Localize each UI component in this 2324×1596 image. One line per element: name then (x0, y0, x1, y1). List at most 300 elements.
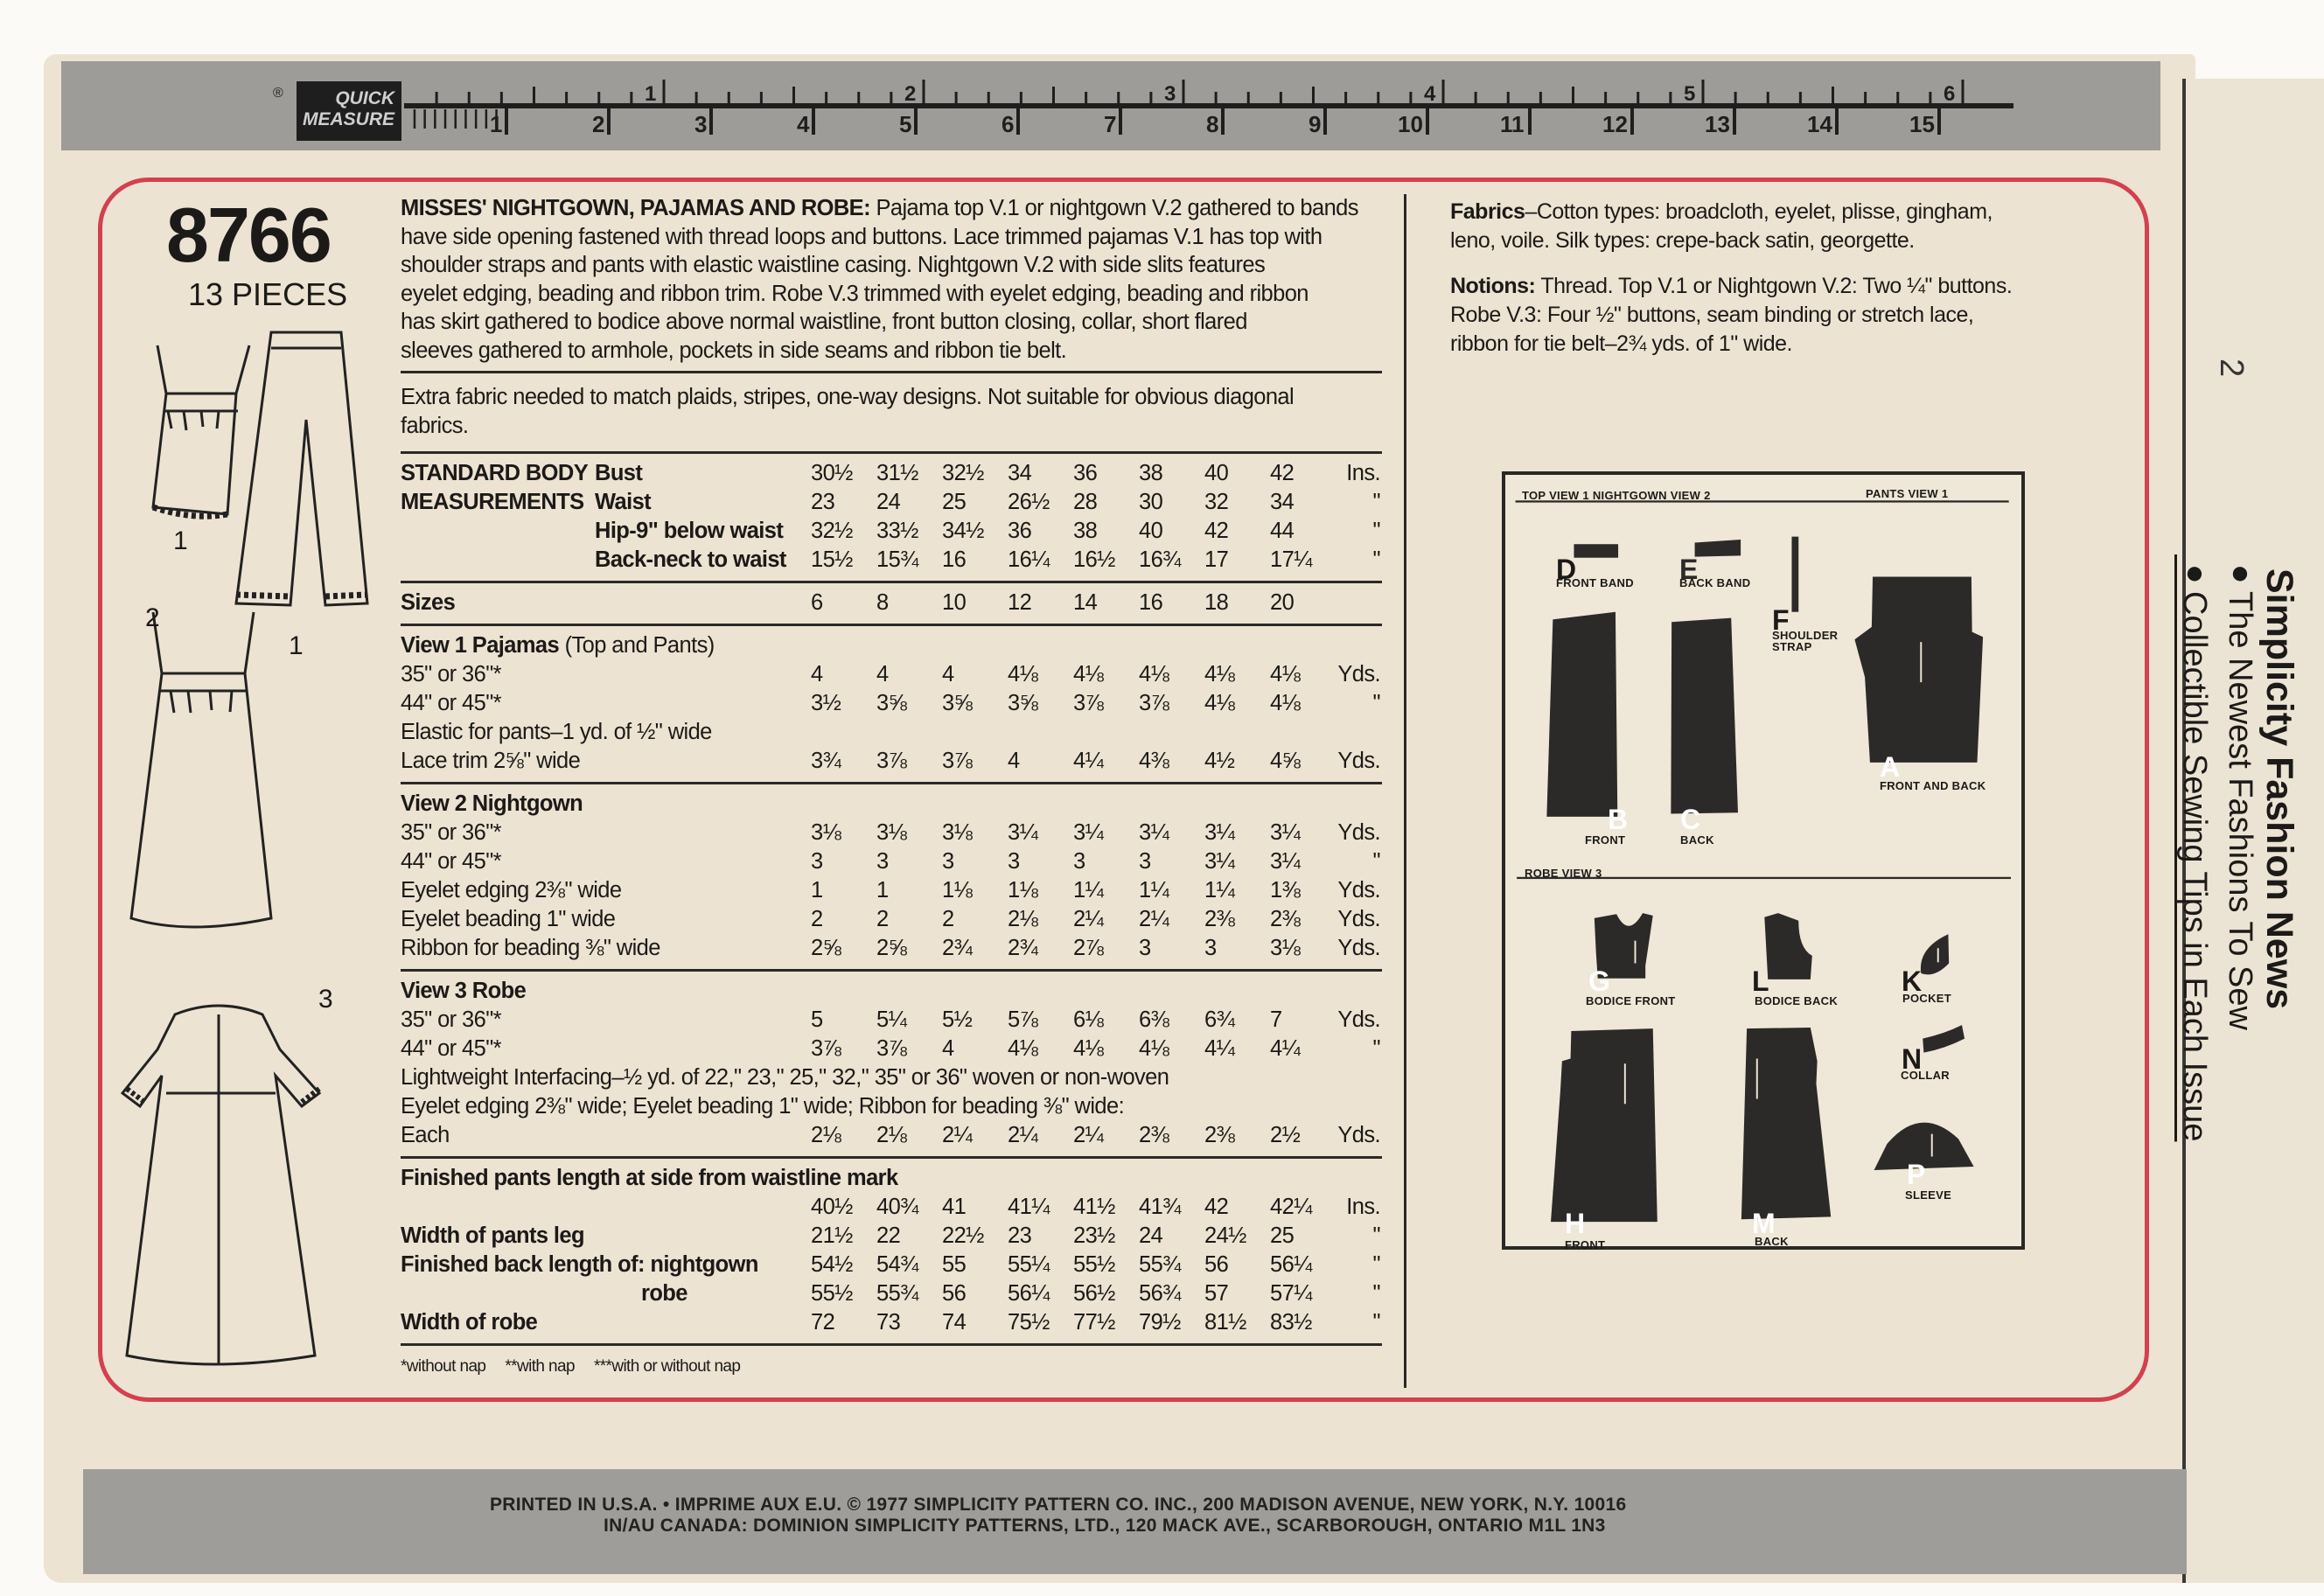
value-cell: 42 (1204, 519, 1229, 543)
value-cell: 2⅜ (1204, 1123, 1235, 1147)
value-cell: 56 (942, 1281, 967, 1306)
logo-text: QUICK (335, 88, 394, 108)
value-cell: 4½ (1204, 749, 1235, 773)
inch-tick (1344, 92, 1347, 106)
value-cell: 17¼ (1270, 547, 1312, 572)
value-cell: 24½ (1204, 1223, 1246, 1248)
value-cell: 16 (1139, 590, 1163, 615)
unit: Yds. (1337, 662, 1380, 686)
inch-tick (1799, 92, 1802, 106)
inch-tick (1604, 92, 1607, 106)
view-label: 1 (289, 631, 304, 660)
inch-tick (1539, 92, 1542, 106)
value-cell: 1⅛ (1008, 878, 1038, 903)
value-cell: 40½ (811, 1195, 853, 1219)
unit: Yds. (1337, 936, 1380, 960)
value-cell: 55½ (1073, 1252, 1115, 1277)
section-title-text: View 3 Robe (401, 979, 527, 1003)
piece-letter: M (1752, 1208, 1776, 1239)
value-cell: 41 (942, 1195, 967, 1219)
value-cell: 2¾ (942, 936, 973, 960)
value-cell: 6⅛ (1073, 1007, 1104, 1032)
fashion-news-bullet: ●Collectible Sewing Tips in Each Issue (2176, 554, 2213, 1142)
row-label: Back-neck to waist (595, 547, 786, 572)
table-row (401, 876, 1382, 905)
value-cell: 4¼ (1204, 1036, 1235, 1061)
inch-tick (1052, 87, 1055, 106)
value-cell: 55¼ (1008, 1252, 1050, 1277)
cm-label: 2 (592, 111, 605, 137)
inch-tick (1864, 92, 1867, 106)
mm-tick (444, 109, 447, 129)
unit: " (1372, 519, 1380, 543)
unit: " (1372, 1281, 1380, 1306)
value-cell: 56½ (1073, 1281, 1115, 1306)
value-cell: 40 (1139, 519, 1163, 543)
measurement-heading: STANDARD BODY (401, 461, 589, 485)
piece-c-shape (1671, 618, 1738, 814)
value-cell: 16¾ (1139, 547, 1181, 572)
page-number: 2 (2213, 359, 2250, 378)
inch-label: 5 (1684, 82, 1696, 106)
value-cell: 20 (1270, 590, 1295, 615)
mm-tick (434, 109, 436, 129)
row-label: Lightweight Interfacing–½ yd. of 22," 23," 25," 32," 35" or 36" woven or non-woven (401, 1065, 1169, 1090)
table-row (401, 847, 1382, 876)
piece-name: FRONT AND BACK (1880, 779, 1986, 792)
inch-tick (857, 92, 860, 106)
cm-label: 13 (1705, 111, 1730, 137)
unit: " (1372, 1036, 1380, 1061)
inch-tick (695, 92, 698, 106)
value-cell: 4⅛ (1073, 1036, 1104, 1061)
notions-line: ribbon for tie belt–2¾ yds. of 1" wide. (1450, 331, 1792, 356)
table-row (401, 819, 1382, 847)
piece-name: BODICE FRONT (1586, 994, 1676, 1007)
value-cell: 4⅛ (1008, 662, 1038, 686)
inch-tick (760, 92, 763, 106)
piece-letter: G (1588, 965, 1610, 997)
value-cell: 2¼ (942, 1123, 973, 1147)
value-cell: 24 (876, 490, 901, 514)
piece-a-shape (1854, 577, 1983, 763)
cm-tick (1016, 108, 1020, 135)
side-flap (2176, 79, 2324, 1583)
row-label: Eyelet edging 2⅜" wide (401, 878, 622, 903)
value-cell: 41¼ (1008, 1195, 1050, 1219)
value-cell: 1⅛ (942, 878, 973, 903)
value-cell: 73 (876, 1310, 901, 1335)
value-cell: 4 (942, 662, 954, 686)
cm-label: 5 (899, 111, 912, 137)
value-cell: 3⅛ (811, 820, 841, 845)
fabrics-line: –Cotton types: broadcloth, eyelet, plisse, gingham, (1525, 199, 1992, 224)
value-cell: 2¼ (1073, 907, 1104, 931)
value-cell: 3¼ (1008, 820, 1038, 845)
table-row (401, 1006, 1382, 1035)
value-cell: 28 (1073, 490, 1098, 514)
measurement-row (401, 459, 1382, 488)
value-cell: 2⅜ (1139, 1123, 1169, 1147)
value-cell: 4⅛ (1270, 662, 1301, 686)
inch-tick (1637, 92, 1639, 106)
value-cell: 42 (1270, 461, 1295, 485)
value-cell: 2⅛ (811, 1123, 841, 1147)
row-label: 44" or 45"* (401, 691, 501, 715)
sizes-row (401, 589, 1382, 617)
divider (401, 445, 1382, 459)
value-cell: 15¾ (876, 547, 918, 572)
piece-letter: K (1902, 965, 1923, 997)
inch-tick (1572, 87, 1574, 106)
value-cell: 2 (942, 907, 954, 931)
value-cell: 2⅝ (876, 936, 907, 960)
piece-name: SHOULDER STRAP (1772, 629, 1839, 653)
value-cell: 6⅜ (1139, 1007, 1169, 1032)
divider (401, 963, 1382, 977)
piece-letter: F (1772, 604, 1790, 636)
inch-tick (565, 92, 568, 106)
row-label: Waist (595, 490, 652, 514)
inch-tick (1475, 92, 1477, 106)
fashion-news-block (2176, 481, 2308, 1181)
piece-letter: C (1680, 804, 1701, 835)
piece-name: FRONT (1585, 833, 1626, 847)
description-line: Pajama top V.1 or nightgown V.2 gathered to bands (870, 196, 1358, 220)
inch-tick (436, 92, 438, 106)
value-cell: 15½ (811, 547, 853, 572)
inch-tick (792, 87, 795, 106)
value-cell: 34½ (942, 519, 984, 543)
value-cell: 32½ (811, 519, 853, 543)
measurement-heading: MEASUREMENTS (401, 490, 584, 514)
piece-b-shape (1546, 612, 1617, 817)
row-label: Width of robe (401, 1310, 538, 1335)
inch-tick (1377, 92, 1379, 106)
section-title (401, 631, 1382, 660)
cm-tick (914, 108, 918, 135)
piece-l-shape (1764, 913, 1811, 979)
table-row (401, 1308, 1382, 1337)
value-cell: 4⅛ (1270, 691, 1301, 715)
row-label: 44" or 45"* (401, 1036, 501, 1061)
pattern-description (401, 194, 1385, 366)
piece-name: COLLAR (1901, 1069, 1950, 1082)
piece-n-shape (1923, 1025, 1965, 1053)
value-cell: 56¼ (1270, 1252, 1312, 1277)
table-row (401, 660, 1382, 689)
value-cell: 4 (942, 1036, 954, 1061)
note-line: fabrics. (401, 413, 469, 438)
value-cell: 3¼ (1270, 820, 1301, 845)
row-label: Each (401, 1123, 450, 1147)
inch-tick (1020, 92, 1022, 106)
cm-tick (1937, 108, 1941, 135)
row-label: Hip-9" below waist (595, 519, 784, 543)
value-cell: 2¼ (1139, 907, 1169, 931)
value-cell: 3⅞ (1073, 691, 1104, 715)
mm-tick (423, 109, 426, 129)
inch-tick (597, 92, 600, 106)
value-cell: 4 (811, 662, 823, 686)
value-cell: 2⅛ (1008, 907, 1038, 931)
piece-name: FRONT BAND (1556, 576, 1634, 589)
footnote: *without nap (401, 1357, 486, 1376)
inch-label: 2 (904, 82, 917, 106)
description-line: shoulder straps and pants with elastic waistline casing. Nightgown V.2 with side slits features (401, 253, 1266, 278)
row-label: Sizes (401, 590, 456, 615)
notions-lead: Notions: (1450, 274, 1536, 298)
cm-label: 9 (1309, 111, 1322, 137)
piece-letter: H (1565, 1208, 1586, 1239)
cm-label: 4 (797, 111, 810, 137)
value-cell: 4⅛ (1008, 1036, 1038, 1061)
divider (401, 371, 1382, 373)
piece-letter: P (1907, 1159, 1926, 1190)
value-cell: 3 (1139, 936, 1151, 960)
value-cell: 36 (1073, 461, 1098, 485)
unit: Ins. (1346, 461, 1380, 485)
unit: " (1372, 1223, 1380, 1248)
value-cell: 2⅜ (1204, 907, 1235, 931)
section-title-text: View 1 Pajamas (401, 633, 560, 658)
inch-tick (1215, 92, 1218, 106)
row-label: Eyelet edging 2⅜" wide; Eyelet beading 1" wide; Ribbon for beading ⅜" wide: (401, 1094, 1125, 1119)
value-cell: 16¼ (1008, 547, 1050, 572)
mm-tick (485, 109, 488, 129)
unit: " (1372, 490, 1380, 514)
cm-label: 10 (1398, 111, 1423, 137)
value-cell: 12 (1008, 590, 1032, 615)
cm-label: 12 (1602, 111, 1628, 137)
piece-name: BACK BAND (1679, 576, 1751, 589)
value-cell: 2⅜ (1270, 907, 1301, 931)
section-title (401, 977, 1382, 1006)
piece-name: BACK (1680, 833, 1714, 847)
inch-label: 6 (1944, 82, 1956, 106)
value-cell: 3⅞ (811, 1036, 841, 1061)
description-lead: MISSES' NIGHTGOWN, PAJAMAS AND ROBE: (401, 196, 870, 220)
value-cell: 26½ (1008, 490, 1050, 514)
value-cell: 30 (1139, 490, 1163, 514)
cm-tick (1119, 108, 1122, 135)
footer-line: IN/AU CANADA: DOMINION SIMPLICITY PATTERNS, LTD., 120 MACK AVE., SCARBOROUGH, ONTARIO M1L 1N3 (604, 1516, 1606, 1536)
cm-tick (1630, 108, 1634, 135)
value-cell: 55¾ (876, 1281, 918, 1306)
pajama-pants-illustration (236, 332, 367, 605)
value-cell: 40¾ (876, 1195, 918, 1219)
value-cell: 2 (811, 907, 823, 931)
row-label: Eyelet beading 1" wide (401, 907, 616, 931)
table-row (401, 1121, 1382, 1150)
extra-fabric-note (401, 383, 1385, 440)
mm-tick (475, 109, 478, 129)
value-cell: 4 (876, 662, 889, 686)
value-cell: 81½ (1204, 1310, 1246, 1335)
value-cell: 3¼ (1270, 849, 1301, 874)
description-line: sleeves gathered to armhole, pockets in side seams and ribbon tie belt. (401, 338, 1067, 363)
value-cell: 2⅝ (811, 936, 841, 960)
value-cell: 4⅜ (1139, 749, 1169, 773)
value-cell: 31½ (876, 461, 918, 485)
cm-tick (607, 108, 611, 135)
garment-illustrations (105, 324, 394, 1408)
value-cell: 3⅝ (1008, 691, 1038, 715)
inch-tick (1247, 92, 1250, 106)
value-cell: 6 (811, 590, 823, 615)
value-cell: 4¼ (1073, 749, 1104, 773)
fabrics-block (1450, 198, 2141, 255)
note-line: Extra fabric needed to match plaids, stripes, one-way designs. Not suitable for obvious diagonal (401, 385, 1295, 409)
value-cell: 23½ (1073, 1223, 1115, 1248)
value-cell: 3⅛ (876, 820, 907, 845)
cm-label: 6 (1001, 111, 1015, 137)
value-cell: 1¼ (1073, 878, 1104, 903)
value-cell: 38 (1139, 461, 1163, 485)
cm-label: 11 (1500, 111, 1525, 137)
table-row (401, 1035, 1382, 1063)
row-label: Elastic for pants–1 yd. of ½" wide (401, 720, 712, 744)
value-cell: 3⅞ (942, 749, 973, 773)
table-row (401, 1222, 1382, 1251)
section-subtitle: (Top and Pants) (559, 633, 715, 658)
unit: " (1372, 1310, 1380, 1335)
inch-tick (663, 80, 666, 106)
footnotes (401, 1351, 1382, 1383)
yardage-table (401, 445, 1382, 1383)
value-cell: 56¼ (1008, 1281, 1050, 1306)
inch-tick (1442, 80, 1445, 106)
cm-label: 7 (1104, 111, 1117, 137)
value-cell: 3⅛ (942, 820, 973, 845)
inch-label: 3 (1164, 82, 1176, 106)
row-label: Width of pants leg (401, 1223, 584, 1248)
description-line: has skirt gathered to bodice above normal waistline, front button closing, collar, short flared (401, 310, 1247, 335)
piece-f-shape (1791, 537, 1798, 612)
value-cell: 83½ (1270, 1310, 1312, 1335)
row-label: Bust (595, 461, 643, 485)
cm-label: 3 (694, 111, 708, 137)
value-cell: 34 (1270, 490, 1295, 514)
value-cell: 3 (1204, 936, 1217, 960)
section-title-text: View 2 Nightgown (401, 791, 583, 816)
row-label: 35" or 36"* (401, 662, 501, 686)
measurement-row (401, 488, 1382, 517)
row-label: 35" or 36"* (401, 1007, 501, 1032)
value-cell: 23 (1008, 1223, 1032, 1248)
value-cell: 8 (876, 590, 889, 615)
value-cell: 3⅝ (876, 691, 907, 715)
notions-line: Thread. Top V.1 or Nightgown V.2: Two ¼" buttons. (1535, 274, 2013, 298)
value-cell: 1¼ (1204, 878, 1235, 903)
value-cell: 55 (942, 1252, 967, 1277)
value-cell: 4¼ (1270, 1036, 1301, 1061)
piece-name: POCKET (1902, 992, 1951, 1005)
inch-tick (988, 92, 990, 106)
mm-tick (455, 109, 457, 129)
piece-letter: D (1556, 554, 1577, 585)
cm-label: 1 (490, 111, 503, 137)
value-cell: 42 (1204, 1195, 1229, 1219)
unit: " (1372, 547, 1380, 572)
value-cell: 32½ (942, 461, 984, 485)
value-cell: 2 (876, 907, 889, 931)
value-cell: 42¼ (1270, 1195, 1312, 1219)
value-cell: 23 (811, 490, 835, 514)
unit: Ins. (1346, 1195, 1380, 1219)
piece-letter: N (1902, 1043, 1923, 1075)
value-cell: 3¼ (1073, 820, 1104, 845)
inch-tick (923, 80, 925, 106)
value-cell: 75½ (1008, 1310, 1050, 1335)
cm-tick (1221, 108, 1225, 135)
row-label: Lace trim 2⅝" wide (401, 749, 581, 773)
fabrics-lead: Fabrics (1450, 199, 1525, 224)
cm-tick (1323, 108, 1327, 135)
value-cell: 3¼ (1204, 849, 1235, 874)
value-cell: 4⅛ (1204, 691, 1235, 715)
value-cell: 34 (1008, 461, 1032, 485)
row-label: Ribbon for beading ⅜" wide (401, 936, 660, 960)
divider (401, 1150, 1382, 1164)
pajama-top-illustration (153, 345, 249, 516)
value-cell: 57 (1204, 1281, 1229, 1306)
inch-tick (1896, 92, 1899, 106)
table-row (401, 1063, 1382, 1092)
value-cell: 4⅛ (1139, 1036, 1169, 1061)
value-cell: 1 (811, 878, 823, 903)
registered-mark: ® (273, 86, 283, 101)
column-divider (1404, 194, 1406, 1388)
inch-tick (500, 92, 503, 106)
value-cell: 2¼ (1073, 1123, 1104, 1147)
unit: Yds. (1337, 878, 1380, 903)
value-cell: 41¾ (1139, 1195, 1181, 1219)
value-cell: 4⅛ (1073, 662, 1104, 686)
unit: " (1372, 691, 1380, 715)
value-cell: 4⅝ (1270, 749, 1301, 773)
value-cell: 79½ (1139, 1310, 1181, 1335)
piece-name: FRONT (1565, 1238, 1606, 1251)
chart-header: TOP VIEW 1 NIGHTGOWN VIEW 2 (1522, 489, 1711, 502)
inch-tick (1767, 92, 1769, 106)
value-cell: 56 (1204, 1252, 1229, 1277)
measurement-row (401, 517, 1382, 546)
piece-m-shape (1741, 1028, 1831, 1219)
value-cell: 32 (1204, 490, 1229, 514)
nightgown-illustration (131, 612, 271, 927)
value-cell: 3 (1008, 849, 1020, 874)
piece-k-shape (1921, 934, 1949, 974)
fashion-news-title: Simplicity Fashion News (2258, 568, 2300, 1010)
fabrics-line: leno, voile. Silk types: crepe-back satin, georgette. (1450, 228, 1915, 253)
value-cell: 1 (876, 878, 889, 903)
value-cell: 57¼ (1270, 1281, 1312, 1306)
value-cell: 17 (1204, 547, 1229, 572)
quick-measure-logo (297, 81, 401, 141)
value-cell: 16 (942, 547, 967, 572)
inch-tick (728, 92, 730, 106)
piece-letter: A (1880, 751, 1901, 783)
notions-line: Robe V.3: Four ½" buttons, seam binding or stretch lace, (1450, 303, 1974, 327)
table-row (401, 1251, 1382, 1279)
value-cell: 72 (811, 1310, 835, 1335)
cm-label: 14 (1807, 111, 1832, 137)
table-row (401, 689, 1382, 718)
divider (401, 575, 1382, 589)
inch-tick (1507, 92, 1510, 106)
section-title (401, 790, 1382, 819)
